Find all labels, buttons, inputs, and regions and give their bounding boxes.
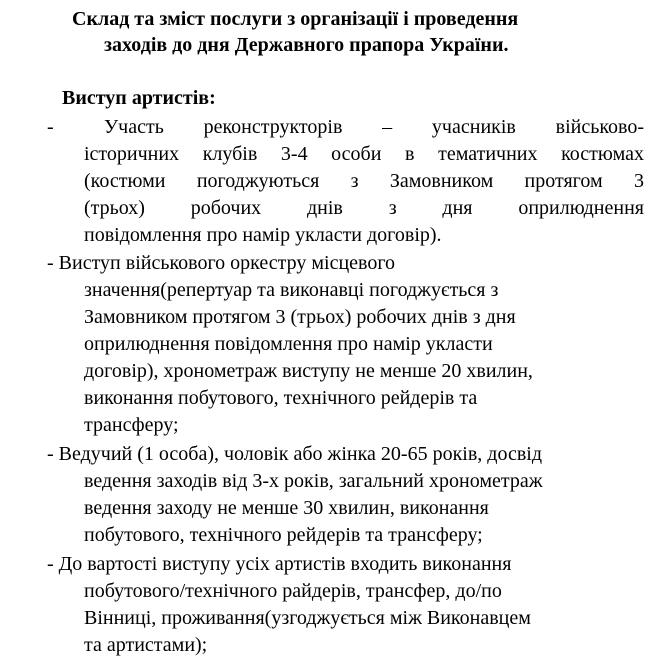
item-line: - Ведучий (1 особа), чоловік або жінка 20-65 років, досвід (47, 443, 543, 465)
document-title (0, 6, 656, 58)
item-dash: - (47, 116, 54, 138)
item-line: договір), хронометраж виступу не менше 20 хвилин, (84, 360, 533, 382)
item-line: та артистами); (84, 634, 208, 656)
title-line-2: заходів до дня Державного прапора України. (104, 34, 509, 56)
item-line: ведення заходів від 3-х років, загальний хронометраж (84, 470, 543, 492)
item-line: побутового, технічного рейдерів та трансферу; (84, 524, 483, 546)
item-line: - До вартості виступу усіх артистів входить виконання (47, 553, 512, 575)
item-line: ведення заходу не менше 30 хвилин, виконання (84, 497, 489, 519)
item-line: виконання побутового, технічного рейдерів та (84, 387, 478, 409)
item-line: значення(репертуар та виконавці погоджується з (84, 279, 499, 301)
title-line-1: Склад та зміст послуги з організації і проведення (72, 8, 519, 30)
item-line: (костюми погоджуються з Замовником протягом 3 (84, 170, 644, 192)
item-line: Участь реконструкторів – учасників військово- (104, 116, 644, 138)
item-line: побутового/технічного райдерів, трансфер, до/по (84, 580, 502, 602)
item-line: повідомлення про намір укласти договір). (84, 224, 442, 246)
section-heading: Виступ артистів: (62, 87, 216, 109)
item-line: оприлюднення повідомлення про намір укласти (84, 333, 493, 355)
item-line: - Виступ військового оркестру місцевого (47, 252, 396, 274)
item-line: Замовником протягом 3 (трьох) робочих днів з дня (84, 306, 516, 328)
item-line: трансферу; (84, 414, 179, 436)
item-line: (трьох) робочих днів з дня оприлюднення (84, 197, 644, 219)
item-line: Вінниці, проживання(узгоджується між Виконавцем (84, 607, 531, 629)
item-line: історичних клубів 3-4 особи в тематичних костюмах (84, 143, 644, 165)
